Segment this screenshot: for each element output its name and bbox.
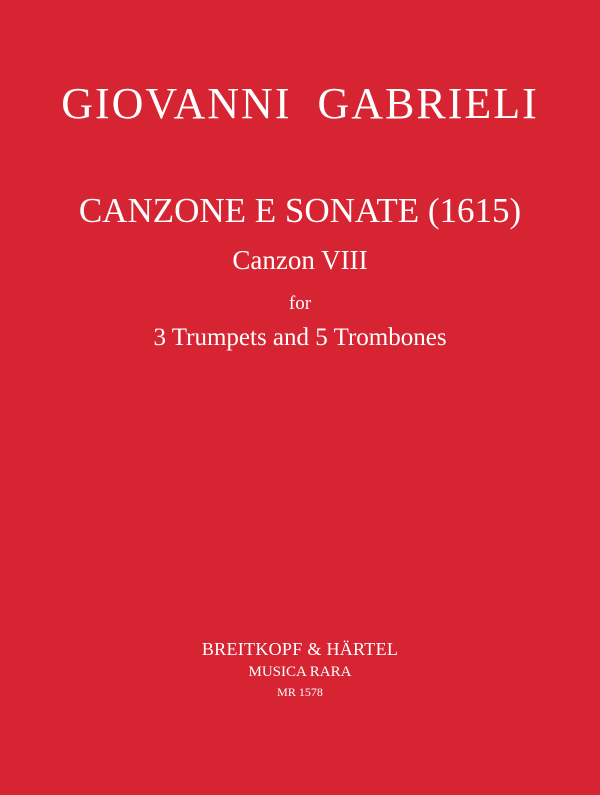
publisher-name: BREITKOPF & HÄRTEL [201, 639, 399, 659]
instrumentation: 3 Trumpets and 5 Trombones [153, 324, 447, 351]
work-subtitle: Canzon VIII [232, 245, 368, 275]
for-label: for [288, 293, 312, 314]
work-title: CANZONE E SONATE (1615) [78, 191, 522, 230]
catalog-number: MR 1578 [277, 685, 323, 699]
composer-name: GIOVANNI GABRIELI [61, 79, 539, 128]
imprint-name: MUSICA RARA [248, 664, 352, 680]
